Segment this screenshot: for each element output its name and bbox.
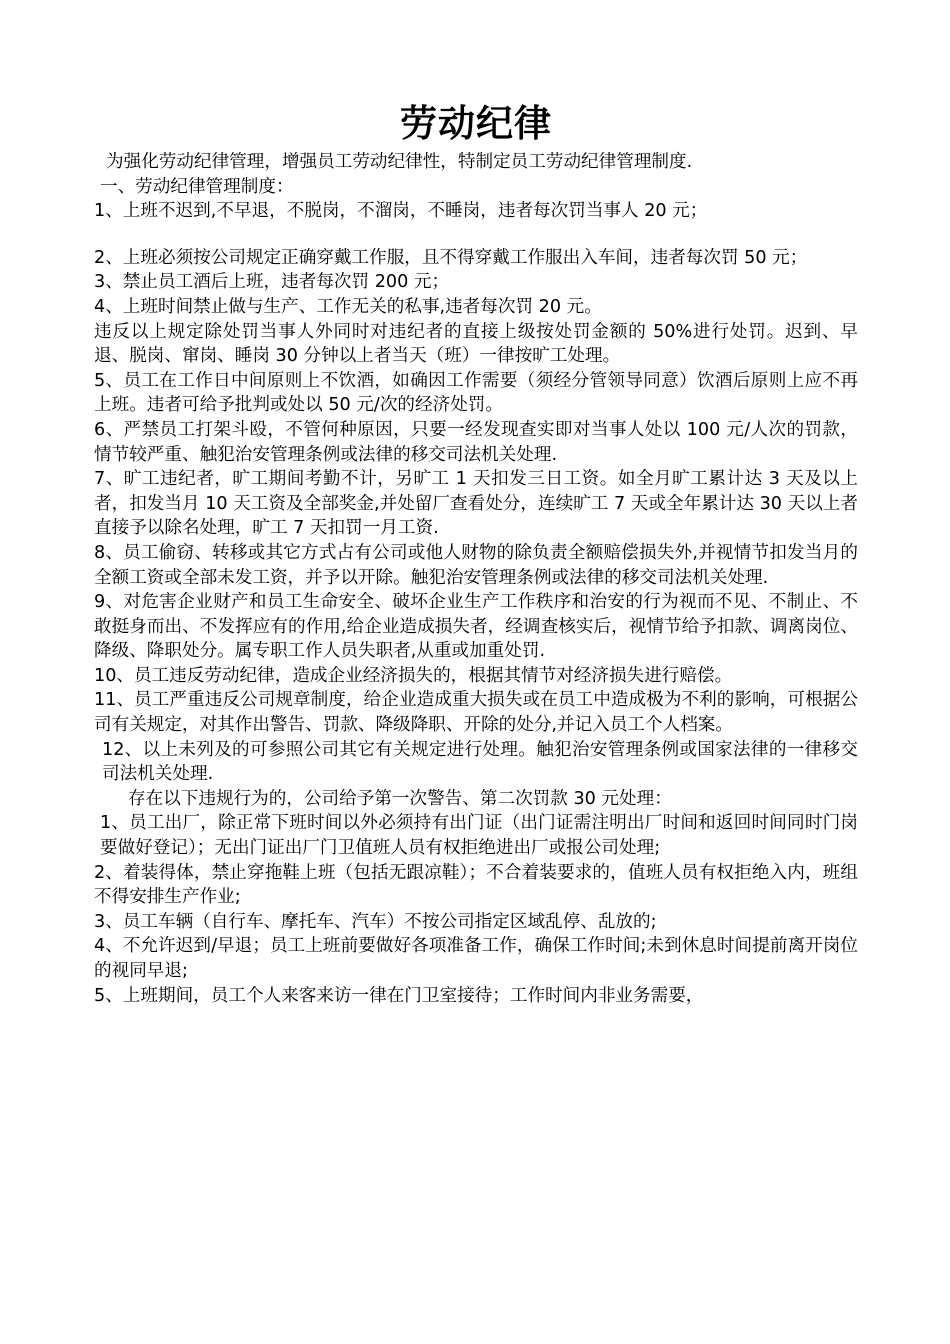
rule-item-10: 10、员工违反劳动纪律，造成企业经济损失的，根据其情节对经济损失进行赔偿。	[94, 665, 733, 686]
rule-supplement: 违反以上规定除处罚当事人外同时对违纪者的直接上级按处罚金额的 50%进行处罚。迟到、早退、脱岗、窜岗、睡岗 30 分钟以上者当天（班）一律按旷工处理。	[94, 321, 858, 367]
warning-item-4: 4、不允许迟到/早退；员工上班前要做好各项准备工作，确保工作时间;未到休息时间提前离开岗位的视同早退;	[94, 936, 858, 981]
document-page	[94, 98, 858, 1008]
warning-item-2: 2、着装得体，禁止穿拖鞋上班（包括无跟凉鞋）；不合着装要求的，值班人员有权拒绝入内，班组不得安排生产作业;	[94, 862, 858, 908]
rule-item-3: 3、禁止员工酒后上班，违者每次罚 200 元；	[94, 272, 450, 293]
section-heading: 一、劳动纪律管理制度：	[100, 176, 294, 197]
document-title: 劳动纪律	[400, 102, 552, 145]
rule-item-12: 12、以上未列及的可参照公司其它有关规定进行处理。触犯治安管理条例或国家法律的一律移交司法机关处理.	[102, 739, 858, 785]
rule-item-4: 4、上班时间禁止做与生产、工作无关的私事,违者每次罚 20 元。	[94, 296, 602, 317]
rule-item-1: 1、上班不迟到,不早退，不脱岗，不溜岗，不睡岗，违者每次罚当事人 20 元；	[94, 201, 708, 222]
rule-item-11: 11、员工严重违反公司规章制度，给企业造成重大损失或在员工中造成极为不利的影响，可根据公司有关规定，对其作出警告、罚款、降级降职、开除的处分,并记入员工个人档案。	[94, 690, 858, 736]
intro-paragraph: 为强化劳动纪律管理，增强员工劳动纪律性，特制定员工劳动纪律管理制度.	[106, 152, 693, 172]
warning-item-3: 3、员工车辆（自行车、摩托车、汽车）不按公司指定区域乱停、乱放的;	[94, 911, 657, 932]
rule-item-2: 2、上班必须按公司规定正确穿戴工作服，且不得穿戴工作服出入车间，违者每次罚 50 元；	[94, 247, 808, 268]
warning-item-5: 5、上班期间，员工个人来客来访一律在门卫室接待；工作时间内非业务需要，	[94, 985, 704, 1006]
warning-item-1: 1、员工出厂，除正常下班时间以外必须持有出门证（出门证需注明出厂时间和返回时间同时门岗要做好登记）；无出门证出厂门卫值班人员有权拒绝进出厂或报公司处理;	[100, 813, 858, 859]
rule-item-5: 5、员工在工作日中间原则上不饮酒，如确因工作需要（须经分管领导同意）饮酒后原则上应不再上班。违者可给予批判或处以 50 元/次的经济处罚。	[94, 370, 858, 416]
rule-item-6: 6、严禁员工打架斗殴，不管何种原因，只要一经发现查实即对当事人处以 100 元/人次的罚款，情节较严重、触犯治安管理条例或法律的移交司法机关处理.	[94, 419, 858, 465]
warning-heading: 存在以下违规行为的，公司给予第一次警告、第二次罚款 30 元处理：	[128, 788, 672, 809]
rule-item-9: 9、对危害企业财产和员工生命安全、破坏企业生产工作秩序和治安的行为视而不见、不制止、不敢挺身而出、不发挥应有的作用,给企业造成损失者，经调查核实后，视情节给予扣款、调离岗位、降级、降职处分。属专职工作人员失职者,从重或加重处罚.	[94, 592, 858, 662]
rule-item-7: 7、旷工违纪者，旷工期间考勤不计，另旷工 1 天扣发三日工资。如全月旷工累计达 3 天及以上者，扣发当月 10 天工资及全部奖金,并处留厂查看处分，连续旷工 7 天或全年累计达 30 天以上者直接予以除名处理，旷工 7 天扣罚一月工资.	[94, 469, 858, 539]
rule-item-8: 8、员工偷窃、转移或其它方式占有公司或他人财物的除负责全额赔偿损失外,并视情节扣发当月的全额工资或全部未发工资，并予以开除。触犯治安管理条例或法律的移交司法机关处理.	[94, 542, 858, 588]
